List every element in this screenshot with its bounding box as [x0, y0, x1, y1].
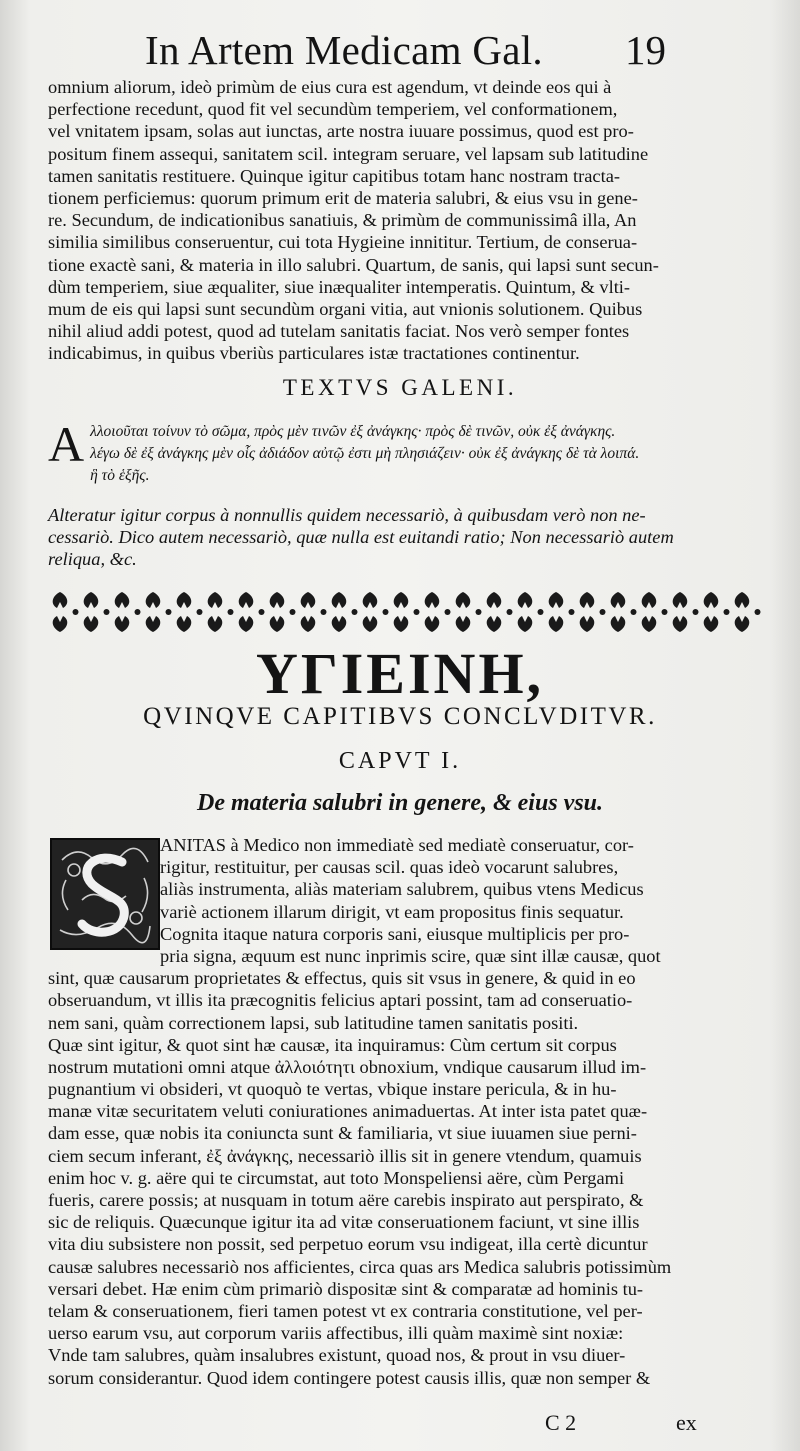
text-line: obseruandum, vt illis ita præcognitis felicius aptari possint, tam ad conseruatio- — [48, 990, 633, 1011]
chapter-heading: De materia salubri in genere, & eius vsu. — [196, 790, 604, 816]
text-line: dùm temperiem, siue æqualiter, siue inæqualiter intemperatis. Quintum, & vlti- — [48, 276, 631, 297]
latin-line: Alteratur igitur corpus à nonnullis quidem necessariò, à quibusdam verò non ne- — [48, 505, 646, 525]
fleuron-bottom — [332, 616, 347, 632]
fleuron-top — [270, 592, 285, 608]
text-line: sic de reliquis. Quæcunque igitur ita ad vitæ conseruationem faciunt, vt sine illis — [48, 1212, 640, 1233]
fleuron-top — [177, 592, 192, 608]
text-line: Vnde tam salubres, quàm insalubres existunt, quoad nos, & prout in vsu diuer- — [48, 1345, 626, 1366]
textus-heading: TEXTVS GALENI. — [282, 375, 518, 400]
fleuron-dot — [228, 609, 234, 615]
text-line: enim hoc v. g. aëre qui te circumstat, aut toto Monspeliensi aëre, cùm Pergami — [48, 1167, 625, 1188]
fleuron-bottom — [611, 616, 626, 632]
fleuron-top — [53, 592, 68, 608]
text-line: re. Secundum, de indicationibus sanatiuis, & primùm de communissimâ illa, An — [48, 210, 637, 231]
text-line: variè actionem illarum dirigit, vt eam propositus finis sequatur. — [160, 901, 624, 922]
latin-line: reliqua, &c. — [48, 549, 137, 570]
fleuron-bottom — [549, 616, 564, 632]
greek-passage — [48, 416, 760, 487]
fleuron-dot — [476, 609, 482, 615]
fleuron-bottom — [84, 616, 99, 632]
text-line: vita diu subsistere non possit, sed perpetuo eorum vsu indigeat, illa certè dicuntur — [48, 1234, 648, 1255]
text-line: nihil aliud addi potest, quod ad tutelam sanitatis faciat. Nos verò semper fontes — [48, 321, 630, 342]
catchword: ex — [676, 1410, 697, 1435]
text-line: tamen sanitatis restituere. Quinque igitur capitibus totam hanc nostram tracta- — [48, 165, 620, 186]
fleuron-top — [332, 592, 347, 608]
fleuron-bottom — [270, 616, 285, 632]
greek-line: λλοιοῦται τοίνυν τὸ σῶμα, πρὸς μὲν τινῶν ἐξ ἀνάγκης· πρὸς δὲ τινῶν, οὐκ ἐξ ἀνάγκης. — [90, 423, 616, 440]
fleuron-dot — [352, 609, 358, 615]
text-line: aliàs instrumenta, aliàs materiam salubrem, quibus vtens Medicus — [160, 879, 644, 900]
fleuron-bottom — [487, 616, 502, 632]
fleuron-dot — [414, 609, 420, 615]
fleuron-top — [549, 592, 564, 608]
text-line: ANITAS à Medico non immediatè sed mediatè conseruatur, cor- — [160, 835, 634, 855]
fleuron-bottom — [53, 616, 68, 632]
text-line: telam & conseruationem, fieri tamen potest vt ex contraria constitutione, vel per- — [48, 1300, 643, 1321]
text-line: tione exactè sani, & materia in illo salubri. Quartum, de sanis, qui lapsi sunt secun- — [48, 254, 659, 275]
preamble-paragraph — [48, 76, 760, 364]
text-line: omnium aliorum, ideò primùm de eius cura est agendum, vt deinde eos qui à — [48, 77, 612, 97]
fleuron-top — [487, 592, 502, 608]
text-line: dam esse, quæ nobis ita coniuncta sunt & familiaria, vt siue iuuamen siue perni- — [48, 1123, 637, 1144]
fleuron-dot — [631, 609, 637, 615]
text-line: uerso earum vsu, aut corporum variis affectibus, illi quàm maximè sint noxiæ: — [48, 1323, 624, 1344]
fleuron-dot — [600, 609, 606, 615]
fleuron-top — [394, 592, 409, 608]
text-line: Cognita itaque natura corporis sani, eiusque multiplicis per pro- — [160, 923, 630, 944]
fleuron-top — [239, 592, 254, 608]
section-subtitle: QVINQVE CAPITIBVS CONCLVDITVR. — [143, 703, 657, 730]
text-line: tionem perficiemus: quorum primum erit de materia salubri, & eius vsu in gene- — [48, 187, 638, 208]
fleuron-top — [704, 592, 719, 608]
fleuron-top — [580, 592, 595, 608]
fleuron-bottom — [177, 616, 192, 632]
fleuron-bottom — [115, 616, 130, 632]
text-line: versari debet. Hæ enim cùm primariò dispositæ sint & comparatæ ad hominis tu- — [48, 1278, 644, 1299]
fleuron-bottom — [208, 616, 223, 632]
text-line: nostrum mutationi omni atque ἀλλοιότητι obnoxium, vndique causarum illud im- — [48, 1056, 647, 1077]
fleuron-dot — [662, 609, 668, 615]
text-line: pugnantium vi obsideri, vt quoquò te vertas, vbique instare pericula, & in hu- — [48, 1079, 617, 1100]
greek-line: ἣ τὸ ἑξῆς. — [90, 467, 150, 485]
fleuron-bottom — [146, 616, 161, 632]
running-title: In Artem Medicam Gal. — [145, 27, 543, 73]
fleuron-dot — [104, 609, 110, 615]
fleuron-dot — [538, 609, 544, 615]
fleuron-dot — [73, 609, 79, 615]
text-line: mum de eis qui lapsi sunt secundùm organi vitia, aut vnionis solutionem. Quibus — [48, 298, 643, 319]
page-footer — [0, 1410, 800, 1440]
main-paragraph — [48, 834, 760, 1389]
fleuron-bottom — [363, 616, 378, 632]
fleuron-dot — [445, 609, 451, 615]
fleuron-bottom — [456, 616, 471, 632]
section-title: ΥΓΙΕΙΝΗ, — [255, 641, 545, 706]
text-line: sint, quæ causarum proprietates & effectus, quis sit vsus in genere, & quid in eo — [48, 968, 636, 989]
page-number: 19 — [625, 27, 666, 73]
fleuron-top — [735, 592, 750, 608]
fleuron-dot — [321, 609, 327, 615]
latin-line: cessariò. Dico autem necessariò, quæ nulla est euitandi ratio; Non necessariò autem — [48, 527, 674, 548]
signature-mark: C 2 — [545, 1410, 577, 1435]
greek-line: λέγω δὲ ἐξ ἀνάγκης μὲν οἷς ἀδιάδον αὐτῷ ἐστι μὴ πλησιάζειν· οὐκ ἐξ ἀνάγκης δὲ τὰ λοιπά. — [90, 445, 640, 463]
text-line: pria signa, æquum est nunc inprimis scire, quæ sint illæ causæ, quot — [160, 945, 661, 966]
running-header — [0, 18, 800, 78]
fleuron-bottom — [301, 616, 316, 632]
fleuron-bottom — [518, 616, 533, 632]
chapter-label: CAPVT I. — [338, 748, 462, 774]
text-line: fueris, carere possis; at nusquam in totum aëre carebis inspirato aut perspirato, & — [48, 1190, 644, 1210]
text-line: Quæ sint igitur, & quot sint hæ causæ, ita inquiramus: Cùm certum sit corpus — [48, 1034, 617, 1055]
fleuron-bottom — [394, 616, 409, 632]
text-line: perfectione recedunt, quod fit vel secundùm temperiem, vel conformationem, — [48, 99, 618, 120]
fleuron-top — [208, 592, 223, 608]
fleuron-bottom — [580, 616, 595, 632]
fleuron-dot — [135, 609, 141, 615]
fleuron-bottom — [735, 616, 750, 632]
fleuron-bottom — [425, 616, 440, 632]
fleuron-dot — [507, 609, 513, 615]
fleuron-bottom — [239, 616, 254, 632]
latin-translation — [48, 504, 760, 571]
fleuron-top — [115, 592, 130, 608]
fleuron-bottom — [673, 616, 688, 632]
text-line: positum finem assequi, sanitatem scil. integram seruare, vel lapsam sub latitudine — [48, 143, 649, 164]
fleuron-dot — [724, 609, 730, 615]
fleuron-dot — [755, 609, 761, 615]
fleuron-dot — [166, 609, 172, 615]
fleuron-top — [518, 592, 533, 608]
fleuron-dot — [197, 609, 203, 615]
text-line: vel vnitatem ipsam, solas aut iunctas, arte nostra iuuare possimus, quod est pro- — [48, 121, 634, 142]
fleuron-top — [84, 592, 99, 608]
fleuron-top — [611, 592, 626, 608]
fleuron-dot — [290, 609, 296, 615]
fleuron-dot — [569, 609, 575, 615]
text-line: causæ salubres necessariò nos afficientes, circa quas ars Medica salubris potissimùm — [48, 1256, 672, 1277]
fleuron-dot — [383, 609, 389, 615]
text-line: manæ vitæ securitatem veluti coniurationes animaduertas. At inter ista patet quæ- — [48, 1101, 648, 1122]
fleuron-bottom — [704, 616, 719, 632]
fleuron-bottom — [642, 616, 657, 632]
text-line: nem sani, quàm correctionem lapsi, sub latitudine tamen sanitatis positi. — [48, 1012, 579, 1033]
fleuron-top — [642, 592, 657, 608]
fleuron-top — [363, 592, 378, 608]
text-line: indicabimus, in quibus vberiùs particulares istæ tractationes continentur. — [48, 343, 580, 364]
greek-drop-initial: A — [48, 416, 85, 472]
decorative-ornament-band — [46, 588, 762, 636]
fleuron-dot — [693, 609, 699, 615]
fleuron-dot — [259, 609, 265, 615]
text-line: ciem secum inferant, ἐξ ἀνάγκης, necessariò illis sit in genere vtendum, quamuis — [48, 1145, 642, 1166]
text-line: similia similibus conseruentur, cui tota Hygieine innititur. Tertium, de conserua- — [48, 232, 638, 253]
fleuron-top — [425, 592, 440, 608]
fleuron-top — [456, 592, 471, 608]
text-line: sorum considerantur. Quod idem contingere potest causis illis, quæ non semper & — [48, 1367, 651, 1388]
fleuron-top — [301, 592, 316, 608]
fleuron-top — [673, 592, 688, 608]
text-line: rigitur, restituitur, per causas scil. quas ideò vocarunt salubres, — [160, 857, 619, 878]
fleuron-top — [146, 592, 161, 608]
